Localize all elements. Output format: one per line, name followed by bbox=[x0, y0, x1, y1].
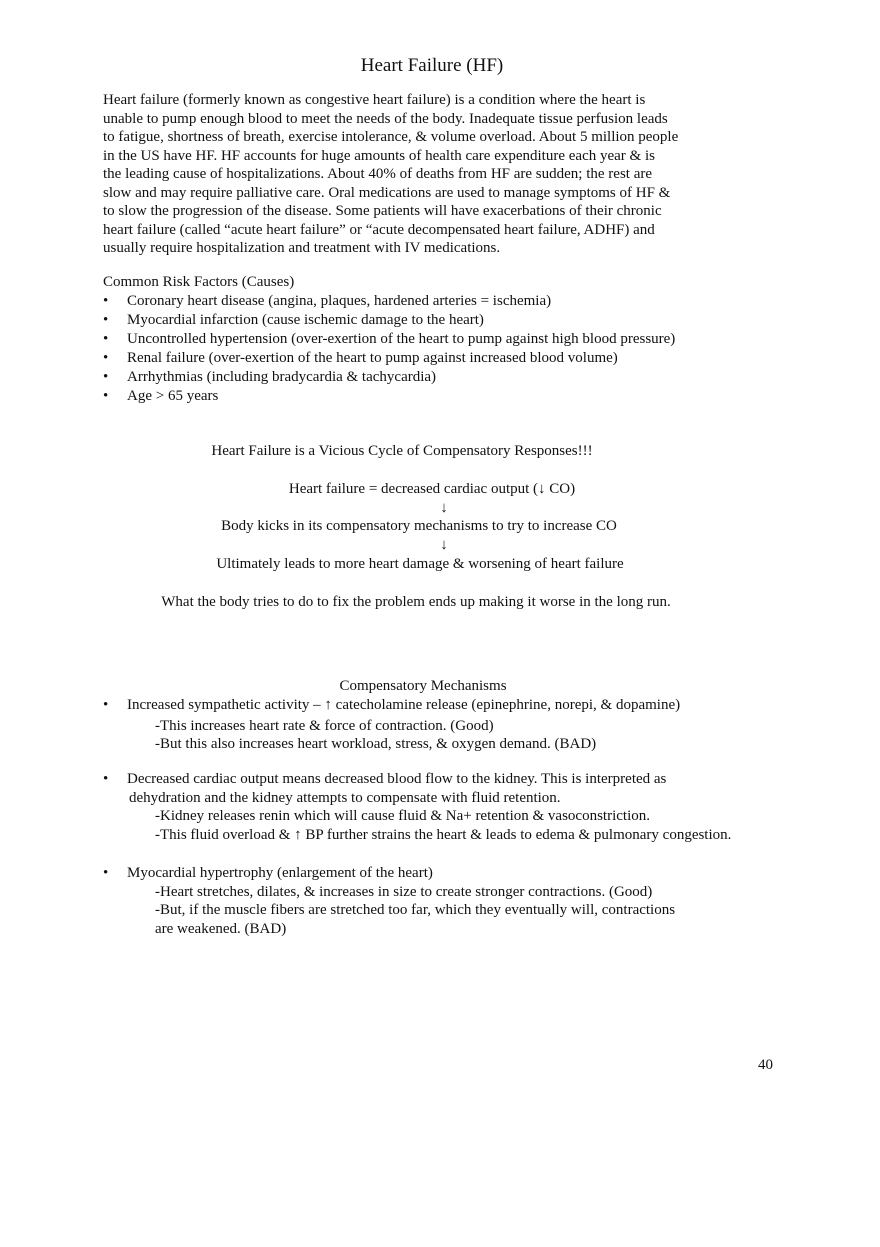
sub-point: are weakened. (BAD) bbox=[155, 920, 287, 937]
intro-line: to fatigue, shortness of breath, exercise intolerance, & volume overload. About 5 million people bbox=[103, 129, 679, 145]
down-arrow-icon: ↓ bbox=[440, 537, 448, 553]
list-item bbox=[103, 311, 803, 330]
intro-line: to slow the progression of the disease. Some patients will have exacerbations of their chronic bbox=[103, 203, 662, 219]
cycle-step-2: Body kicks in its compensatory mechanisms to try to increase CO bbox=[221, 518, 617, 534]
bullet-icon: • bbox=[103, 387, 109, 404]
sub-point: -But, if the muscle fibers are stretched too far, which they eventually will, contractions bbox=[155, 902, 676, 918]
sub-point: -This increases heart rate & force of contraction. (Good) bbox=[155, 717, 494, 734]
list-item-text: Myocardial hypertrophy (enlargement of the heart) bbox=[127, 865, 433, 881]
bullet-icon: • bbox=[103, 349, 109, 366]
list-item bbox=[103, 696, 803, 715]
mechanism-sympathetic bbox=[103, 696, 803, 754]
cycle-summary: What the body tries to do to fix the problem ends up making it worse in the long run. bbox=[161, 594, 671, 610]
intro-line: the leading cause of hospitalizations. About 40% of deaths from HF are sudden; the rest are bbox=[103, 166, 653, 182]
list-item-text: Arrhythmias (including bradycardia & tachycardia) bbox=[127, 368, 437, 385]
list-item bbox=[103, 864, 803, 883]
sub-point: -Heart stretches, dilates, & increases in size to create stronger contractions. (Good) bbox=[155, 883, 653, 900]
list-item bbox=[103, 292, 803, 311]
page-title: Heart Failure (HF) bbox=[360, 55, 504, 76]
mechanism-renal bbox=[103, 770, 803, 844]
risk-factors-list bbox=[103, 292, 803, 406]
list-item-text: Coronary heart disease (angina, plaques, hardened arteries = ischemia) bbox=[127, 292, 552, 309]
list-item-text: Myocardial infarction (cause ischemic damage to the heart) bbox=[127, 311, 484, 328]
cycle-heading: Heart Failure is a Vicious Cycle of Compensatory Responses!!! bbox=[211, 443, 593, 459]
cycle-step-1: Heart failure = decreased cardiac output (↓ CO) bbox=[288, 481, 576, 497]
bullet-icon: • bbox=[103, 368, 109, 385]
cycle-step-3: Ultimately leads to more heart damage & worsening of heart failure bbox=[216, 556, 624, 572]
bullet-icon: • bbox=[103, 865, 109, 881]
mechanism-hypertrophy bbox=[103, 864, 803, 938]
list-item-text: Renal failure (over-exertion of the heart to pump against increased blood volume) bbox=[127, 349, 618, 366]
intro-line: slow and may require palliative care. Oral medications are used to manage symptoms of HF & bbox=[103, 184, 671, 201]
intro-line: unable to pump enough blood to meet the needs of the body. Inadequate tissue perfusion leads bbox=[103, 110, 668, 127]
list-item bbox=[103, 770, 803, 789]
intro-line: heart failure (called “acute heart failure” or “acute decompensated heart failure, ADHF) and bbox=[103, 221, 655, 238]
list-item bbox=[103, 368, 803, 387]
bullet-icon: • bbox=[103, 697, 109, 713]
down-arrow-icon: ↓ bbox=[440, 500, 448, 516]
list-item bbox=[103, 349, 803, 368]
sub-point: -This fluid overload & ↑ BP further strains the heart & leads to edema & pulmonary congestion. bbox=[155, 826, 732, 843]
bullet-icon: • bbox=[103, 311, 109, 328]
list-item-text: Decreased cardiac output means decreased blood flow to the kidney. This is interpreted as bbox=[127, 771, 667, 787]
list-item-text: Age > 65 years bbox=[127, 387, 219, 404]
page-number: 40 bbox=[758, 1057, 773, 1073]
risk-factors-section bbox=[103, 273, 803, 406]
list-item bbox=[103, 387, 803, 406]
bullet-icon: • bbox=[103, 292, 109, 309]
intro-line: usually require hospitalization and treatment with IV medications. bbox=[103, 240, 501, 256]
intro-paragraph bbox=[103, 91, 743, 258]
list-item bbox=[103, 330, 803, 349]
list-item-text: Uncontrolled hypertension (over-exertion of the heart to pump against high blood pressure) bbox=[127, 330, 676, 347]
intro-line: Heart failure (formerly known as congestive heart failure) is a condition where the heart is bbox=[103, 92, 646, 108]
intro-line: in the US have HF. HF accounts for huge amounts of health care expenditure each year & is bbox=[103, 147, 655, 164]
list-item-text: Increased sympathetic activity – ↑ catecholamine release (epinephrine, norepi, & dopamine) bbox=[127, 697, 681, 713]
risk-factors-heading: Common Risk Factors (Causes) bbox=[103, 274, 295, 290]
compensatory-heading: Compensatory Mechanisms bbox=[339, 678, 507, 694]
bullet-icon: • bbox=[103, 330, 109, 347]
sub-point: -But this also increases heart workload, stress, & oxygen demand. (BAD) bbox=[155, 736, 597, 752]
bullet-icon: • bbox=[103, 771, 109, 787]
sub-point: -Kidney releases renin which will cause fluid & Na+ retention & vasoconstriction. bbox=[155, 808, 650, 824]
list-item-continuation: dehydration and the kidney attempts to compensate with fluid retention. bbox=[129, 789, 561, 806]
